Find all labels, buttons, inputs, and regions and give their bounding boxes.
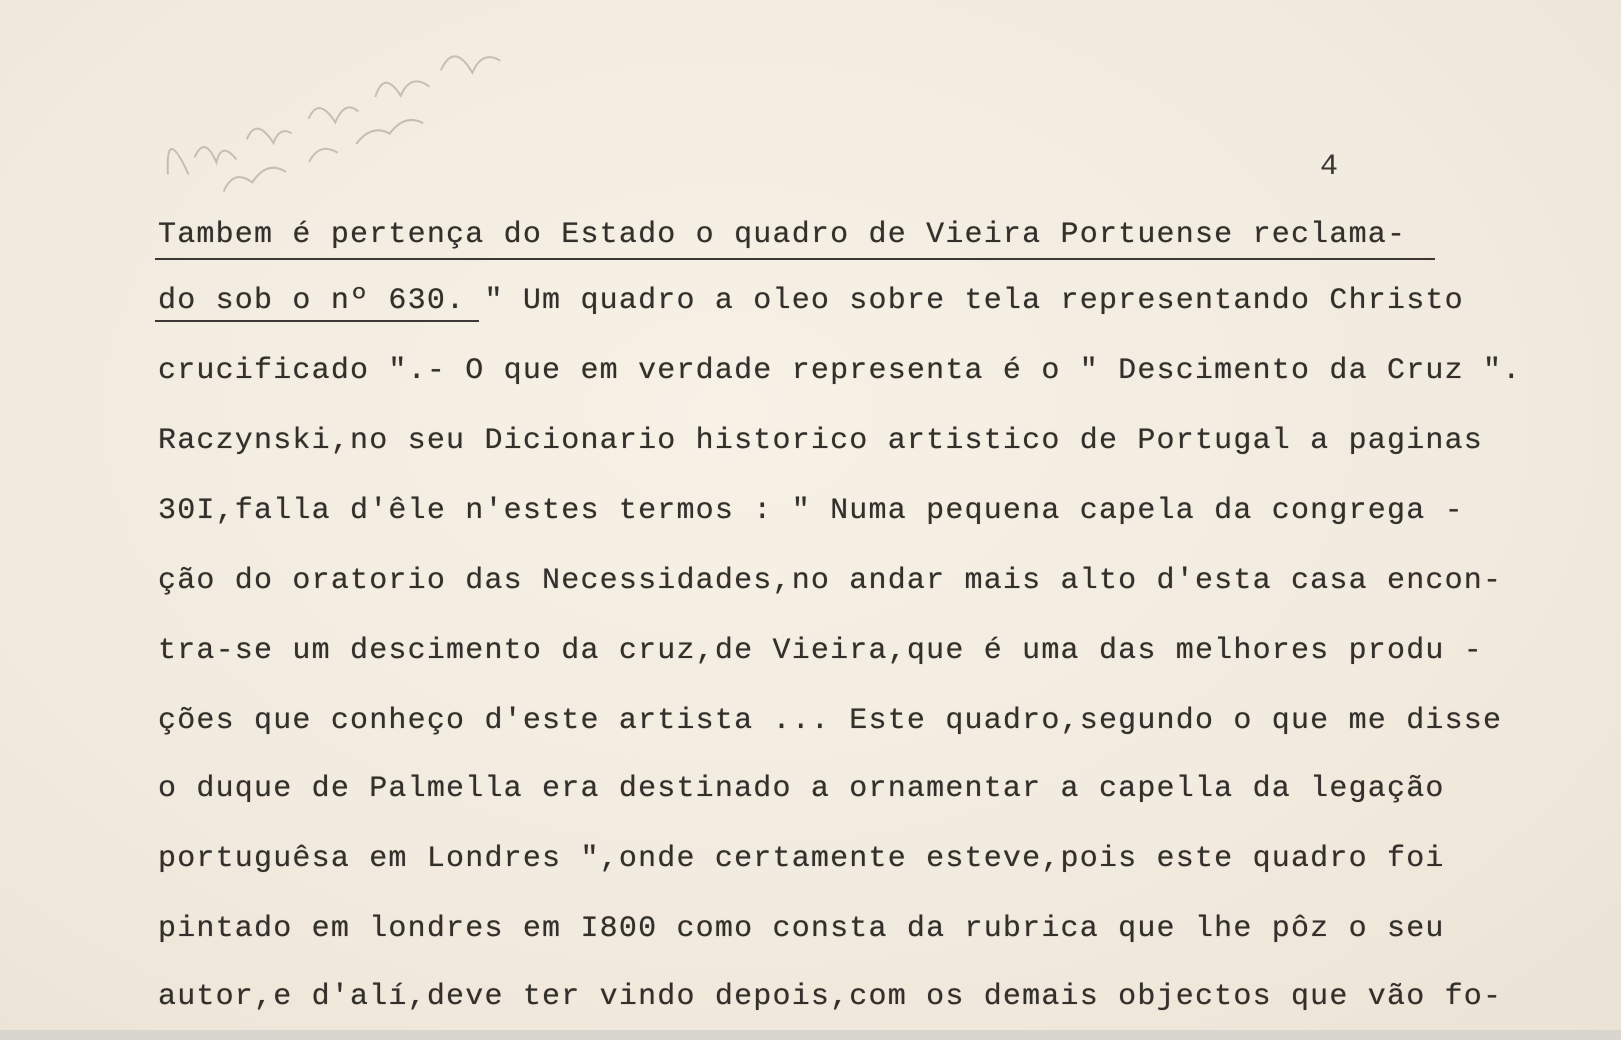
underline-2 xyxy=(155,320,479,322)
page-bottom-edge xyxy=(0,1030,1621,1040)
text-line-9: o duque de Palmella era destinado a ornamentar a capella da legação xyxy=(158,772,1445,806)
underline-1 xyxy=(155,258,1435,260)
text-line-8: ções que conheço d'este artista ... Este quadro,segundo o que me disse xyxy=(158,704,1503,738)
text-line-11: pintado em londres em I800 como consta da rubrica que lhe pôz o seu xyxy=(158,912,1445,946)
text-line-7: tra-se um descimento da cruz,de Vieira,que é uma das melhores produ - xyxy=(158,634,1484,668)
text-line-3: crucificado ".- O que em verdade representa é o " Descimento da Cruz ". xyxy=(158,354,1522,388)
text-line-6: ção do oratorio das Necessidades,no andar mais alto d'esta casa encon- xyxy=(158,564,1503,598)
text-line-12: autor,e d'alí,deve ter vindo depois,com os demais objectos que vão fo- xyxy=(158,980,1503,1014)
text-line-2: do sob o nº 630. " Um quadro a oleo sobre tela representando Christo xyxy=(158,284,1464,318)
text-line-1: Tambem é pertença do Estado o quadro de Vieira Portuense reclama- xyxy=(158,218,1407,252)
pencil-annotation xyxy=(141,15,548,226)
page-number: 4 xyxy=(1320,150,1339,184)
text-line-5: 30I,falla d'êle n'estes termos : " Numa pequena capela da congrega - xyxy=(158,494,1464,528)
text-line-10: portuguêsa em Londres ",onde certamente esteve,pois este quadro foi xyxy=(158,842,1445,876)
text-line-4: Raczynski,no seu Dicionario historico artistico de Portugal a paginas xyxy=(158,424,1484,458)
